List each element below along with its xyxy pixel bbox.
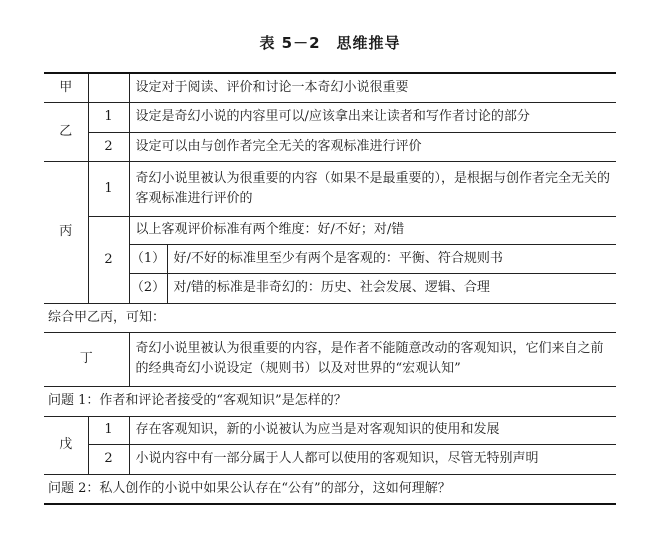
row-question-2 [44,474,616,504]
text-jia: 设定对于阅读、评价和讨论一本奇幻小说很重要 [129,73,616,102]
text-bing-1: 奇幻小说里被认为很重要的内容（如果不是最重要的），是根据与创作者完全无关的客观标准进行评价的 [129,161,616,216]
row-wu-2 [44,444,616,474]
sub-text-1: 好/不好的标准里至少有两个是客观的：平衡、符合规则书 [167,244,616,273]
row-bing-2-sub-2 [44,273,616,303]
sub-text-2: 对/错的标准是非奇幻的：历史、社会发展、逻辑、合理 [167,273,616,303]
num-yi-2: 2 [88,132,129,161]
text-wu-1: 存在客观知识，新的小说被认为应当是对客观知识的使用和发展 [129,416,616,444]
num-yi-1: 1 [88,102,129,132]
row-jia [44,73,616,102]
empty-num-cell [88,73,129,102]
summary-text: 综合甲乙丙，可知： [44,303,616,332]
num-bing-1: 1 [88,161,129,216]
row-bing-2-intro [44,216,616,244]
question-1: 问题 1：作者和评论者接受的“客观知识”是怎样的？ [44,386,616,416]
row-yi-2 [44,132,616,161]
row-wu-1 [44,416,616,444]
label-bing: 丙 [44,161,88,303]
row-summary [44,303,616,332]
reasoning-table [44,72,616,505]
row-question-1 [44,386,616,416]
label-wu: 戊 [44,416,88,474]
text-wu-2: 小说内容中有一部分属于人人都可以使用的客观知识，尽管无特别声明 [129,444,616,474]
text-ding: 奇幻小说里被认为很重要的内容，是作者不能随意改动的客观知识，它们来自之前的经典奇幻小说设定（规则书）以及对世界的“宏观认知” [129,332,616,386]
text-yi-2: 设定可以由与创作者完全无关的客观标准进行评价 [129,132,616,161]
num-wu-1: 1 [88,416,129,444]
row-yi-1 [44,102,616,132]
sub-num-2: （2） [129,273,167,303]
question-2: 问题 2：私人创作的小说中如果公认存在“公有”的部分，这如何理解？ [44,474,616,504]
row-bing-1 [44,161,616,216]
text-bing-2-intro: 以上客观评价标准有两个维度：好/不好；对/错 [129,216,616,244]
sub-num-1: （1） [129,244,167,273]
label-yi: 乙 [44,102,88,161]
table-title: 表 5－2 思维推导 [259,34,401,52]
num-bing-2: 2 [88,216,129,303]
label-ding: 丁 [44,332,129,386]
row-bing-2-sub-1 [44,244,616,273]
text-yi-1: 设定是奇幻小说的内容里可以/应该拿出来让读者和写作者讨论的部分 [129,102,616,132]
row-ding [44,332,616,386]
label-jia: 甲 [44,73,88,102]
num-wu-2: 2 [88,444,129,474]
